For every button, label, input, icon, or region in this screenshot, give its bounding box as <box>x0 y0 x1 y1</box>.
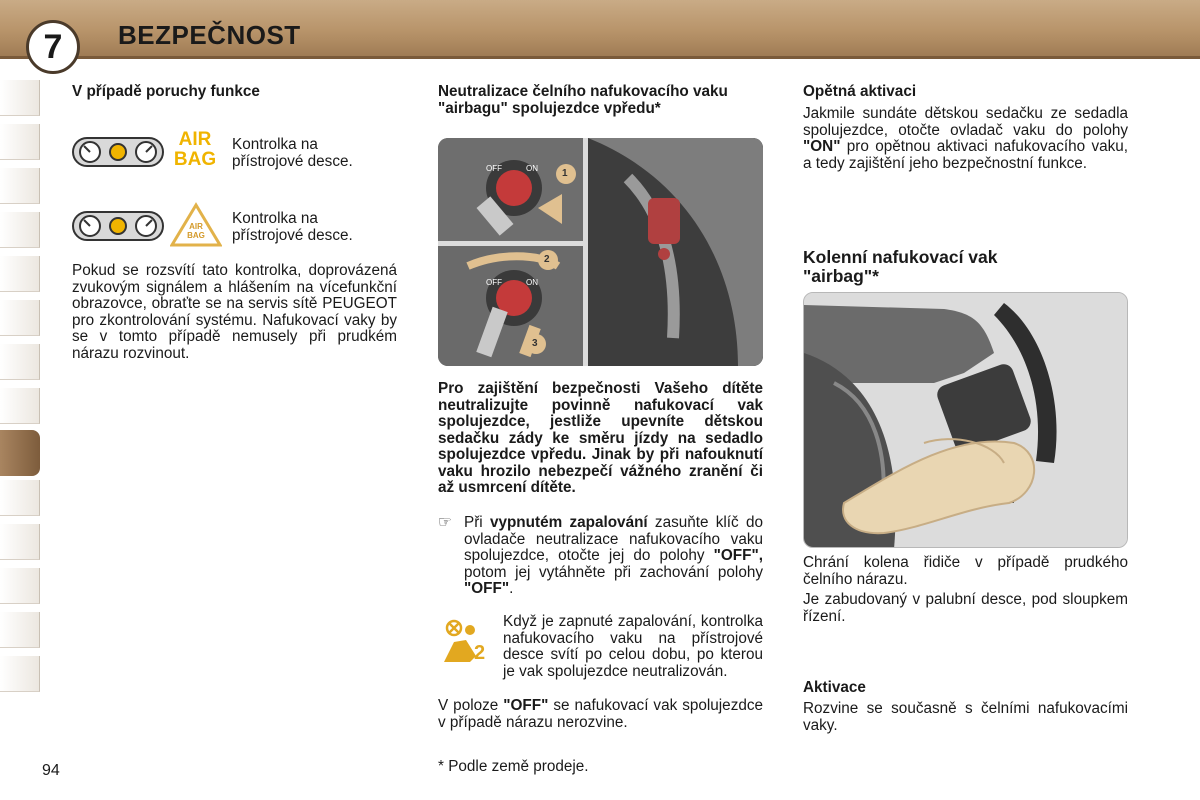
off-text-part: se nafukovací vak spolujezdce v případě nárazu nerozvine. <box>438 697 763 731</box>
side-tab[interactable] <box>0 124 40 160</box>
photo-label-on-bottom: ON <box>526 278 538 287</box>
lamp1-label-line1: Kontrolka na <box>232 136 318 153</box>
knee-airbag-illustration <box>803 292 1128 548</box>
airbag-icon-number: 2 <box>474 642 486 664</box>
side-tab[interactable] <box>0 168 40 204</box>
side-tab[interactable] <box>0 656 40 692</box>
side-tab[interactable] <box>0 344 40 380</box>
lamp1-label <box>232 137 353 170</box>
chapter-side-tabs <box>0 80 42 720</box>
bullet-text-part: zasuňte klíč do ovladače neutralizace nafukovacího vaku spolujezdce, otočte jej do polohy <box>464 514 763 564</box>
side-tab[interactable] <box>0 256 40 292</box>
knee-airbag-heading-line2: "airbag"* <box>803 266 879 286</box>
side-tab[interactable] <box>0 612 40 648</box>
activation-paragraph: Rozvine se současně s čelními nafukovacími vaky. <box>803 700 1128 734</box>
photo-label-on-top: ON <box>526 164 538 173</box>
lamp2-label-line1: Kontrolka na <box>232 210 318 227</box>
triangle-icon-text-bottom: BAG <box>187 231 205 240</box>
airbag-triangle-warning-icon <box>170 202 222 248</box>
off-text-bold: "OFF" <box>503 697 549 714</box>
bullet-text-part: Při <box>464 514 490 531</box>
photo-step-3: 3 <box>532 338 538 349</box>
lamp2-label-line2: přístrojové desce. <box>232 226 353 244</box>
knee-airbag-heading-line1: Kolenní nafukovací vak <box>803 247 998 267</box>
lamp2-label <box>232 211 353 244</box>
section-heading-malfunction: V případě poruchy funkce <box>72 83 260 100</box>
section-heading-activation: Aktivace <box>803 679 866 696</box>
side-tab-active-chapter-7[interactable] <box>0 430 40 476</box>
reactivation-text-part: Jakmile sundáte dětskou sedačku ze sedadla spolujezdce, otočte ovladač vaku do polohy <box>803 105 1128 139</box>
bullet-text-bold: "OFF", <box>713 547 763 564</box>
bullet-text <box>464 515 763 598</box>
chapter-number: 7 <box>26 20 80 74</box>
deactivation-switch-photo <box>438 138 763 366</box>
photo-label-off-top: OFF <box>486 164 502 173</box>
side-tab[interactable] <box>0 300 40 336</box>
page-title: BEZPEČNOST <box>118 20 301 50</box>
malfunction-paragraph: Pokud se rozsvítí tato kontrolka, doprovázená zvukovým signálem a hlášením na vícefunkční obrazovce, obraťte se na servis sítě PEUGEOT pro zkontrolování systému. Nafukovací vaky by se v tomto případě nemusely při prudkém nárazu rozvinout. <box>72 262 397 362</box>
bullet-text-bold: "OFF" <box>464 580 510 597</box>
lamp1-label-line2: přístrojové desce. <box>232 152 353 170</box>
bullet-text-part: potom jej vytáhněte při zachování polohy <box>464 563 763 581</box>
photo-step-1: 1 <box>562 168 568 179</box>
bullet-ignition-off <box>438 515 763 598</box>
side-tab[interactable] <box>0 80 40 116</box>
instrument-cluster-icon <box>72 134 164 170</box>
knee-airbag-location-paragraph: Je zabudovaný v palubní desce, pod sloupkem řízení. <box>803 591 1128 625</box>
bullet-text-bold: vypnutém zapalování <box>489 514 648 531</box>
passenger-airbag-off-icon <box>440 618 492 668</box>
child-seat-warning: Pro zajištění bezpečnosti Vašeho dítěte neutralizujte povinně nafukovací vak spolujezdce, jestliže upevníte dětskou sedačku zády ke směru jízdy na sedadlo spolujezdce vpředu. Jinak by při nafouknutí vaku hrozilo nebezpečí vážného zranění či až usmrcení dítěte. <box>438 380 763 496</box>
ignition-on-paragraph: Když je zapnuté zapalování, kontrolka nafukovacího vaku na přístrojové desce svítí po celou dobu, po kterou je vak spolujezdce neutralizován. <box>503 613 763 680</box>
reactivation-text-part: pro opětnou aktivaci nafukovacího vaku, a tedy zajištění jeho bezpečnostní funkce. <box>803 138 1128 172</box>
instrument-cluster-icon <box>72 208 164 244</box>
airbag-warning-icon <box>170 130 220 174</box>
section-heading-reactivation: Opětná aktivaci <box>803 83 917 100</box>
footnote: * Podle země prodeje. <box>438 758 589 775</box>
reactivation-text-bold: "ON" <box>803 138 841 155</box>
page-number: 94 <box>42 762 60 779</box>
section-heading-deactivation: Neutralizace čelního nafukovacího vaku "airbagu" spolujezdce vpředu* <box>438 83 728 117</box>
reactivation-paragraph <box>803 106 1128 172</box>
photo-step-2: 2 <box>544 254 550 265</box>
photo-label-off-bottom: OFF <box>486 278 502 287</box>
knee-airbag-protection-paragraph: Chrání kolena řidiče v případě prudkého čelního nárazu. <box>803 554 1128 588</box>
airbag-icon-text-top: AIR <box>178 129 212 150</box>
side-tab[interactable] <box>0 212 40 248</box>
header-divider <box>0 56 1200 59</box>
side-tab[interactable] <box>0 388 40 424</box>
off-position-paragraph <box>438 698 763 731</box>
hand-pointer-icon: ☞ <box>438 514 452 531</box>
side-tab[interactable] <box>0 524 40 560</box>
airbag-icon-text-bottom: BAG <box>173 149 217 170</box>
section-heading-knee-airbag <box>803 248 998 286</box>
off-text-part: V poloze <box>438 697 504 714</box>
side-tab[interactable] <box>0 568 40 604</box>
bullet-text-part: . <box>509 580 514 597</box>
triangle-icon-text-top: AIR <box>189 222 203 231</box>
side-tab[interactable] <box>0 480 40 516</box>
